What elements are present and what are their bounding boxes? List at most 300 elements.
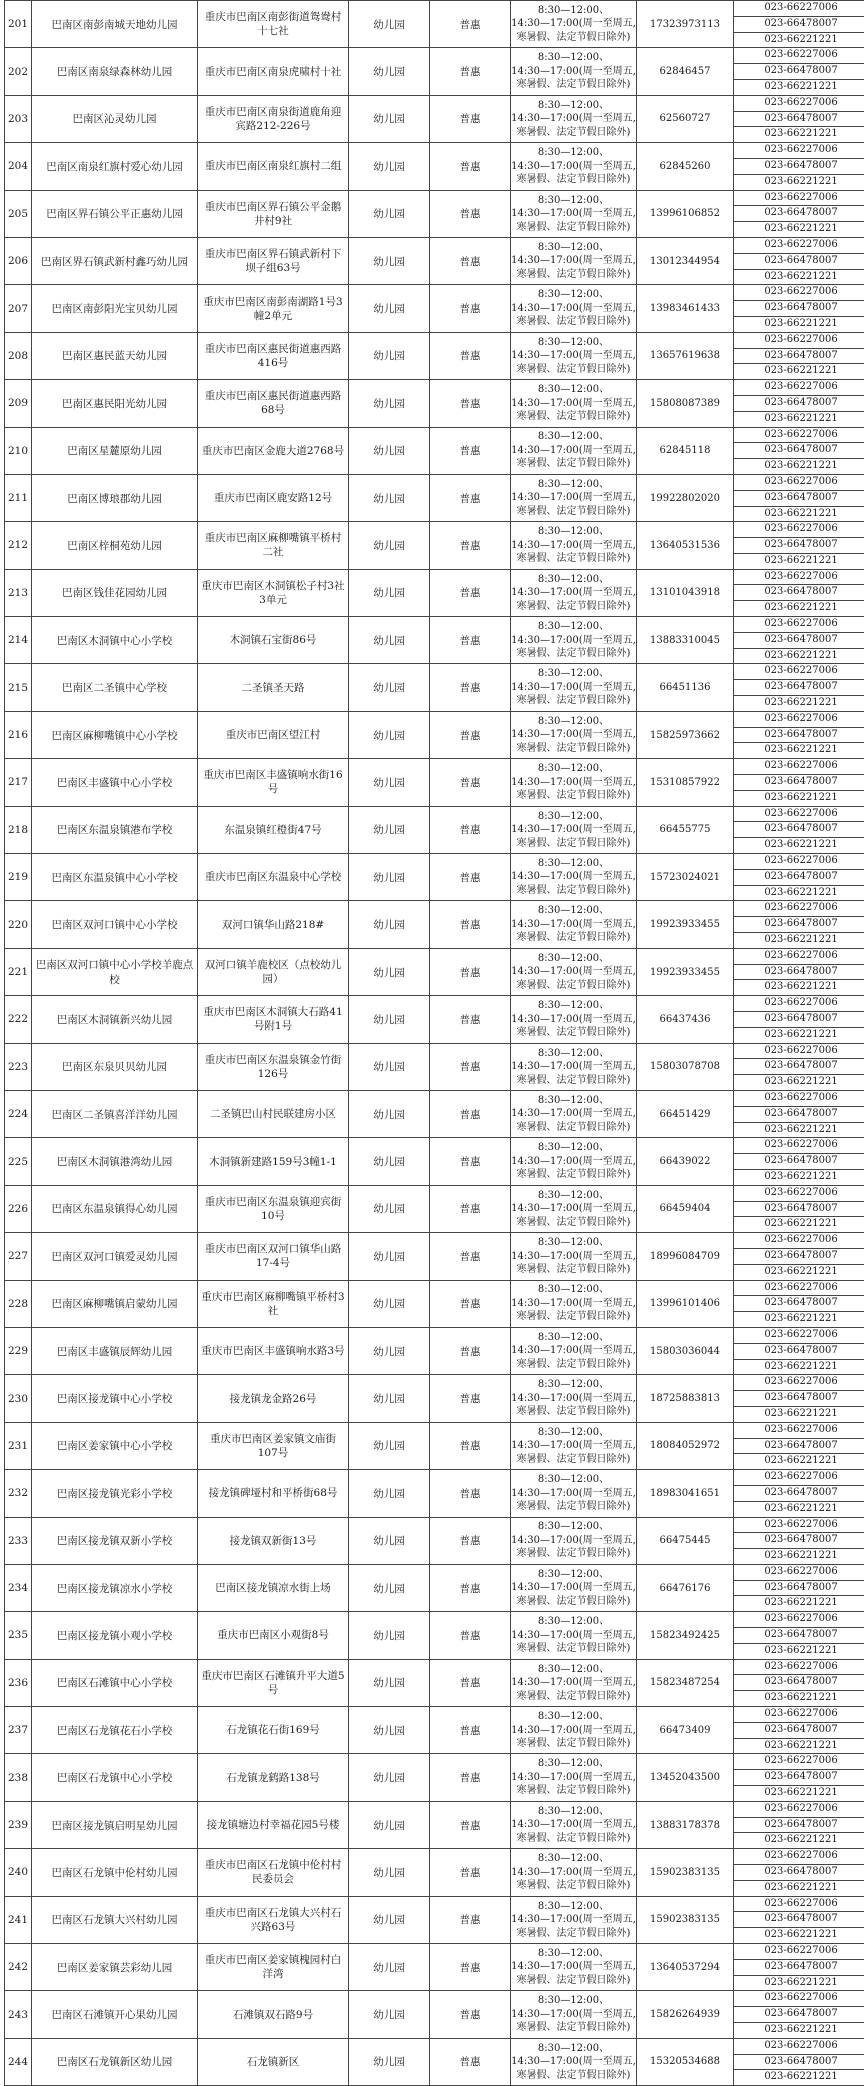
service-hours-line: 14:30—17:00(周一至周五, — [511, 681, 636, 695]
address-text: 重庆市巴南区东温泉中心学校 — [198, 870, 348, 884]
table-row — [5, 569, 864, 616]
kindergarten-name: 巴南区惠民蓝天幼儿园 — [32, 332, 198, 379]
kindergarten-name: 巴南区惠民阳光幼儿园 — [32, 380, 198, 427]
service-hours-line: 14:30—17:00(周一至周五, — [511, 1060, 636, 1074]
kindergarten-name: 巴南区接龙镇凉水小学校 — [32, 1564, 198, 1611]
row-number: 228 — [5, 1280, 32, 1327]
service-hours — [511, 1327, 637, 1374]
row-number: 238 — [5, 1754, 32, 1801]
kindergarten-address — [198, 380, 349, 427]
service-hours-line: 8:30—12:00、 — [511, 288, 636, 302]
service-hours-line: 14:30—17:00(周一至周五, — [511, 17, 636, 31]
row-number: 233 — [5, 1517, 32, 1564]
service-hours-line: 14:30—17:00(周一至周五, — [511, 1960, 636, 1974]
institution-nature: 普惠 — [430, 948, 511, 995]
supervision-phone: 023-66221221 — [734, 270, 864, 285]
address-text: 接龙镇碑垭村和平桥街68号 — [198, 1486, 348, 1500]
supervision-phone: 023-66227006 — [734, 807, 864, 823]
table-row — [5, 1138, 864, 1185]
supervision-phone: 023-66221221 — [734, 507, 864, 522]
institution-type: 幼儿园 — [349, 1043, 430, 1090]
supervision-phones — [734, 617, 864, 664]
service-hours-line: 14:30—17:00(周一至周五, — [511, 1155, 636, 1169]
supervision-phones — [734, 1138, 864, 1185]
service-hours-line: 8:30—12:00、 — [511, 383, 636, 397]
institution-type: 幼儿园 — [349, 1422, 430, 1469]
service-hours-line: 8:30—12:00、 — [511, 51, 636, 65]
supervision-phones — [734, 1327, 864, 1374]
supervision-phone: 023-66221221 — [734, 1502, 864, 1517]
service-hours-line: 寒暑假、法定节假日除外) — [511, 1547, 636, 1561]
row-number: 207 — [5, 285, 32, 332]
institution-nature: 普惠 — [430, 759, 511, 806]
kindergarten-name: 巴南区接龙镇光彩小学校 — [32, 1470, 198, 1517]
supervision-phones — [734, 569, 864, 616]
institution-nature: 普惠 — [430, 901, 511, 948]
institution-nature: 普惠 — [430, 806, 511, 853]
service-hours — [511, 285, 637, 332]
supervision-phones — [734, 1422, 864, 1469]
contact-phone: 15825973662 — [637, 711, 734, 758]
kindergarten-address — [198, 664, 349, 711]
institution-type: 幼儿园 — [349, 1991, 430, 2038]
contact-phone: 66475445 — [637, 1517, 734, 1564]
service-hours — [511, 1470, 637, 1517]
address-text: 重庆市巴南区南彭街道鸳鸯村十七社 — [198, 10, 348, 38]
institution-nature: 普惠 — [430, 1043, 511, 1090]
row-number: 209 — [5, 380, 32, 427]
row-number: 222 — [5, 996, 32, 1043]
service-hours-line: 8:30—12:00、 — [511, 478, 636, 492]
supervision-phone: 023-66478007 — [734, 1107, 864, 1123]
kindergarten-name: 巴南区双河口镇爱灵幼儿园 — [32, 1233, 198, 1280]
supervision-phone: 023-66478007 — [734, 301, 864, 317]
service-hours-line: 14:30—17:00(周一至周五, — [511, 634, 636, 648]
kindergarten-address — [198, 427, 349, 474]
kindergarten-registry-table — [4, 0, 860, 2086]
service-hours-line: 寒暑假、法定节假日除外) — [511, 1642, 636, 1656]
kindergarten-address — [198, 1896, 349, 1943]
kindergarten-name: 巴南区南泉红旗村爱心幼儿园 — [32, 143, 198, 190]
supervision-phone: 023-66227006 — [734, 1897, 864, 1913]
row-number: 223 — [5, 1043, 32, 1090]
institution-type: 幼儿园 — [349, 806, 430, 853]
table-row — [5, 427, 864, 474]
supervision-phones — [734, 380, 864, 427]
kindergarten-name: 巴南区麻柳嘴镇启蒙幼儿园 — [32, 1280, 198, 1327]
supervision-phone: 023-66221221 — [734, 222, 864, 237]
service-hours — [511, 474, 637, 521]
contact-phone: 66439022 — [637, 1138, 734, 1185]
table-row — [5, 143, 864, 190]
service-hours — [511, 427, 637, 474]
service-hours-line: 14:30—17:00(周一至周五, — [511, 1534, 636, 1548]
service-hours — [511, 1754, 637, 1801]
service-hours-line: 8:30—12:00、 — [511, 1568, 636, 1582]
supervision-phone: 023-66221221 — [734, 886, 864, 901]
service-hours-line: 14:30—17:00(周一至周五, — [511, 1202, 636, 1216]
contact-phone: 62560727 — [637, 95, 734, 142]
service-hours-line: 8:30—12:00、 — [511, 667, 636, 681]
kindergarten-address — [198, 1043, 349, 1090]
table-row — [5, 2038, 864, 2085]
table-row — [5, 901, 864, 948]
supervision-phone: 023-66221221 — [734, 1265, 864, 1280]
address-text: 木洞镇石宝街86号 — [198, 633, 348, 647]
service-hours-line: 8:30—12:00、 — [511, 241, 636, 255]
institution-nature: 普惠 — [430, 332, 511, 379]
institution-type: 幼儿园 — [349, 617, 430, 664]
supervision-phone: 023-66478007 — [734, 1012, 864, 1028]
address-text: 双河口镇华山路218# — [198, 918, 348, 932]
supervision-phones — [734, 48, 864, 95]
service-hours — [511, 806, 637, 853]
row-number: 225 — [5, 1138, 32, 1185]
contact-phone: 18084052972 — [637, 1422, 734, 1469]
address-text: 巴南区接龙镇凉水街上场 — [198, 1581, 348, 1595]
service-hours — [511, 95, 637, 142]
institution-nature: 普惠 — [430, 854, 511, 901]
address-text: 接龙镇双新街13号 — [198, 1534, 348, 1548]
service-hours-line: 寒暑假、法定节假日除外) — [511, 221, 636, 235]
service-hours — [511, 1138, 637, 1185]
service-hours-line: 14:30—17:00(周一至周五, — [511, 65, 636, 79]
supervision-phone: 023-66221221 — [734, 364, 864, 379]
kindergarten-address — [198, 1612, 349, 1659]
supervision-phone: 023-66221221 — [734, 649, 864, 664]
address-text: 二圣镇巴山村民联建房小区 — [198, 1107, 348, 1121]
table-row — [5, 664, 864, 711]
table-row — [5, 332, 864, 379]
supervision-phone: 023-66227006 — [734, 1944, 864, 1960]
supervision-phone: 023-66221221 — [734, 1217, 864, 1232]
kindergarten-name: 巴南区钱佳花园幼儿园 — [32, 569, 198, 616]
row-number: 235 — [5, 1612, 32, 1659]
service-hours-line: 8:30—12:00、 — [511, 1757, 636, 1771]
supervision-phone: 023-66221221 — [734, 317, 864, 332]
institution-nature: 普惠 — [430, 48, 511, 95]
supervision-phone: 023-66227006 — [734, 949, 864, 965]
supervision-phone: 023-66227006 — [734, 1991, 864, 2007]
supervision-phones — [734, 332, 864, 379]
service-hours-line: 8:30—12:00、 — [511, 1047, 636, 1061]
service-hours — [511, 1612, 637, 1659]
institution-type: 幼儿园 — [349, 1233, 430, 1280]
service-hours-line: 寒暑假、法定节假日除外) — [511, 931, 636, 945]
supervision-phone: 023-66227006 — [734, 1470, 864, 1486]
table-row — [5, 1564, 864, 1611]
service-hours-line: 寒暑假、法定节假日除外) — [511, 1453, 636, 1467]
supervision-phones — [734, 190, 864, 237]
supervision-phone: 023-66221221 — [734, 554, 864, 569]
institution-type: 幼儿园 — [349, 1185, 430, 1232]
service-hours — [511, 1043, 637, 1090]
supervision-phones — [734, 1517, 864, 1564]
kindergarten-name: 巴南区东温泉镇港布学校 — [32, 806, 198, 853]
institution-type: 幼儿园 — [349, 2038, 430, 2085]
supervision-phone: 023-66478007 — [734, 1486, 864, 1502]
institution-type: 幼儿园 — [349, 1707, 430, 1754]
supervision-phone: 023-66227006 — [734, 48, 864, 64]
kindergarten-name: 巴南区石滩镇开心果幼儿园 — [32, 1991, 198, 2038]
address-text: 石龙镇龙鹤路138号 — [198, 1771, 348, 1785]
institution-type: 幼儿园 — [349, 1138, 430, 1185]
supervision-phone: 023-66478007 — [734, 633, 864, 649]
service-hours-line: 寒暑假、法定节假日除外) — [511, 2069, 636, 2083]
supervision-phones — [734, 1, 864, 48]
table-row — [5, 854, 864, 901]
supervision-phones — [734, 1043, 864, 1090]
supervision-phones — [734, 427, 864, 474]
supervision-phone: 023-66227006 — [734, 1754, 864, 1770]
address-text: 重庆市巴南区石滩镇升平大道5号 — [198, 1669, 348, 1697]
service-hours-line: 14:30—17:00(周一至周五, — [511, 1866, 636, 1880]
supervision-phone: 023-66478007 — [734, 1818, 864, 1834]
service-hours-line: 8:30—12:00、 — [511, 1094, 636, 1108]
contact-phone: 13012344954 — [637, 237, 734, 284]
service-hours — [511, 1422, 637, 1469]
supervision-phone: 023-66221221 — [734, 1028, 864, 1043]
institution-type: 幼儿园 — [349, 1849, 430, 1896]
table-row — [5, 1944, 864, 1991]
service-hours-line: 14:30—17:00(周一至周五, — [511, 1771, 636, 1785]
institution-type: 幼儿园 — [349, 143, 430, 190]
supervision-phone: 023-66221221 — [734, 1976, 864, 1991]
kindergarten-address — [198, 48, 349, 95]
contact-phone: 13996101406 — [637, 1280, 734, 1327]
kindergarten-name: 巴南区木洞镇中心小学校 — [32, 617, 198, 664]
address-text: 接龙镇龙金路26号 — [198, 1392, 348, 1406]
contact-phone: 19923933455 — [637, 901, 734, 948]
address-text: 重庆市巴南区石龙镇大兴村石兴路63号 — [198, 1906, 348, 1934]
institution-nature: 普惠 — [430, 1327, 511, 1374]
service-hours-line: 寒暑假、法定节假日除外) — [511, 1500, 636, 1514]
supervision-phone: 023-66221221 — [734, 459, 864, 474]
row-number: 208 — [5, 332, 32, 379]
kindergarten-address — [198, 711, 349, 758]
supervision-phone: 023-66478007 — [734, 1296, 864, 1312]
supervision-phone: 023-66221221 — [734, 601, 864, 616]
service-hours — [511, 2038, 637, 2085]
supervision-phone: 023-66478007 — [734, 159, 864, 175]
kindergarten-address — [198, 1470, 349, 1517]
supervision-phone: 023-66227006 — [734, 1707, 864, 1723]
table-row — [5, 759, 864, 806]
service-hours-line: 寒暑假、法定节假日除外) — [511, 1121, 636, 1135]
supervision-phone: 023-66478007 — [734, 538, 864, 554]
kindergarten-address — [198, 1422, 349, 1469]
service-hours-line: 8:30—12:00、 — [511, 857, 636, 871]
supervision-phone: 023-66221221 — [734, 1407, 864, 1422]
supervision-phone: 023-66478007 — [734, 1912, 864, 1928]
supervision-phone: 023-66221221 — [734, 743, 864, 758]
service-hours-line: 8:30—12:00、 — [511, 1805, 636, 1819]
institution-type: 幼儿园 — [349, 1659, 430, 1706]
row-number: 214 — [5, 617, 32, 664]
table-row — [5, 522, 864, 569]
institution-type: 幼儿园 — [349, 427, 430, 474]
kindergarten-address — [198, 617, 349, 664]
supervision-phone: 023-66478007 — [734, 254, 864, 270]
service-hours-line: 8:30—12:00、 — [511, 1663, 636, 1677]
contact-phone: 15723024021 — [637, 854, 734, 901]
table-row — [5, 1659, 864, 1706]
supervision-phone: 023-66478007 — [734, 1533, 864, 1549]
institution-nature: 普惠 — [430, 711, 511, 758]
contact-phone: 19923933455 — [637, 948, 734, 995]
service-hours-line: 寒暑假、法定节假日除外) — [511, 1263, 636, 1277]
service-hours-line: 8:30—12:00、 — [511, 1947, 636, 1961]
contact-phone: 17323973113 — [637, 1, 734, 48]
supervision-phone: 023-66478007 — [734, 1154, 864, 1170]
row-number: 230 — [5, 1375, 32, 1422]
service-hours-line: 寒暑假、法定节假日除外) — [511, 1832, 636, 1846]
supervision-phone: 023-66221221 — [734, 1928, 864, 1943]
address-text: 重庆市巴南区姜家镇文庙街107号 — [198, 1432, 348, 1460]
kindergarten-address — [198, 569, 349, 616]
service-hours — [511, 1517, 637, 1564]
row-number: 242 — [5, 1944, 32, 1991]
kindergarten-name: 巴南区姜家镇芸彩幼儿园 — [32, 1944, 198, 1991]
service-hours — [511, 1944, 637, 1991]
kindergarten-name: 巴南区星麓原幼儿园 — [32, 427, 198, 474]
address-text: 重庆市巴南区南泉街道鹿角迎宾路212-226号 — [198, 105, 348, 133]
service-hours-line: 8:30—12:00、 — [511, 525, 636, 539]
kindergarten-name: 巴南区丰盛镇中心小学校 — [32, 759, 198, 806]
institution-type: 幼儿园 — [349, 522, 430, 569]
supervision-phone: 023-66478007 — [734, 1675, 864, 1691]
table-row — [5, 1043, 864, 1090]
institution-nature: 普惠 — [430, 143, 511, 190]
address-text: 重庆市巴南区小观街8号 — [198, 1628, 348, 1642]
address-text: 重庆市巴南区木洞镇大石路41号附1号 — [198, 1005, 348, 1033]
service-hours-line: 14:30—17:00(周一至周五, — [511, 539, 636, 553]
service-hours — [511, 854, 637, 901]
kindergarten-address — [198, 1, 349, 48]
service-hours-line: 14:30—17:00(周一至周五, — [511, 1250, 636, 1264]
row-number: 202 — [5, 48, 32, 95]
service-hours-line: 14:30—17:00(周一至周五, — [511, 1913, 636, 1927]
supervision-phone: 023-66227006 — [734, 1, 864, 17]
address-text: 木洞镇新建路159号3幢1-1 — [198, 1155, 348, 1169]
table-row — [5, 95, 864, 142]
institution-nature: 普惠 — [430, 522, 511, 569]
row-number: 234 — [5, 1564, 32, 1611]
supervision-phones — [734, 1233, 864, 1280]
address-text: 重庆市巴南区望江村 — [198, 728, 348, 742]
supervision-phone: 023-66227006 — [734, 1802, 864, 1818]
service-hours-line: 8:30—12:00、 — [511, 1994, 636, 2008]
contact-phone: 13996106852 — [637, 190, 734, 237]
institution-nature: 普惠 — [430, 2038, 511, 2085]
kindergarten-address — [198, 806, 349, 853]
service-hours-line: 14:30—17:00(周一至周五, — [511, 302, 636, 316]
row-number: 243 — [5, 1991, 32, 2038]
service-hours-line: 14:30—17:00(周一至周五, — [511, 1581, 636, 1595]
service-hours — [511, 759, 637, 806]
supervision-phone: 023-66478007 — [734, 2055, 864, 2071]
service-hours-line: 寒暑假、法定节假日除外) — [511, 837, 636, 851]
contact-phone: 13640537294 — [637, 1944, 734, 1991]
address-text: 重庆市巴南区木洞镇松子村3社3单元 — [198, 579, 348, 607]
service-hours-line: 14:30—17:00(周一至周五, — [511, 1392, 636, 1406]
supervision-phones — [734, 522, 864, 569]
supervision-phone: 023-66221221 — [734, 1786, 864, 1801]
contact-phone: 13983461433 — [637, 285, 734, 332]
supervision-phone: 023-66227006 — [734, 1518, 864, 1534]
institution-type: 幼儿园 — [349, 1280, 430, 1327]
service-hours — [511, 1849, 637, 1896]
service-hours-line: 14:30—17:00(周一至周五, — [511, 1013, 636, 1027]
service-hours-line: 14:30—17:00(周一至周五, — [511, 444, 636, 458]
service-hours-line: 14:30—17:00(周一至周五, — [511, 491, 636, 505]
contact-phone: 15826264939 — [637, 1991, 734, 2038]
service-hours-line: 8:30—12:00、 — [511, 904, 636, 918]
supervision-phones — [734, 759, 864, 806]
kindergarten-name: 巴南区石滩镇中心小学校 — [32, 1659, 198, 1706]
address-text: 重庆市巴南区南泉红旗村二组 — [198, 159, 348, 173]
institution-type: 幼儿园 — [349, 901, 430, 948]
table-row — [5, 1801, 864, 1848]
institution-nature: 普惠 — [430, 1090, 511, 1137]
supervision-phones — [734, 1090, 864, 1137]
contact-phone: 15808087389 — [637, 380, 734, 427]
supervision-phone: 023-66221221 — [734, 838, 864, 853]
service-hours-line: 8:30—12:00、 — [511, 1710, 636, 1724]
table-row — [5, 948, 864, 995]
service-hours — [511, 48, 637, 95]
service-hours-line: 寒暑假、法定节假日除外) — [511, 1974, 636, 1988]
contact-phone: 18725883813 — [637, 1375, 734, 1422]
kindergarten-address — [198, 1991, 349, 2038]
supervision-phone: 023-66221221 — [734, 127, 864, 142]
kindergarten-name: 巴南区东温泉镇得心幼儿园 — [32, 1185, 198, 1232]
supervision-phone: 023-66221221 — [734, 1454, 864, 1469]
institution-type: 幼儿园 — [349, 474, 430, 521]
supervision-phone: 023-66227006 — [734, 1660, 864, 1676]
contact-phone: 62845260 — [637, 143, 734, 190]
contact-phone: 15803078708 — [637, 1043, 734, 1090]
table-row — [5, 1896, 864, 1943]
supervision-phones — [734, 143, 864, 190]
service-hours-line: 寒暑假、法定节假日除外) — [511, 1784, 636, 1798]
supervision-phone: 023-66221221 — [734, 791, 864, 806]
supervision-phone: 023-66227006 — [734, 333, 864, 349]
service-hours-line: 寒暑假、法定节假日除外) — [511, 1737, 636, 1751]
supervision-phone: 023-66227006 — [734, 570, 864, 586]
institution-type: 幼儿园 — [349, 1801, 430, 1848]
row-number: 227 — [5, 1233, 32, 1280]
supervision-phones — [734, 806, 864, 853]
supervision-phone: 023-66478007 — [734, 1628, 864, 1644]
service-hours-line: 14:30—17:00(周一至周五, — [511, 870, 636, 884]
contact-phone: 18996084709 — [637, 1233, 734, 1280]
kindergarten-address — [198, 1138, 349, 1185]
table-row — [5, 285, 864, 332]
supervision-phone: 023-66227006 — [734, 380, 864, 396]
row-number: 220 — [5, 901, 32, 948]
row-number: 205 — [5, 190, 32, 237]
row-number: 218 — [5, 806, 32, 853]
table-row — [5, 1327, 864, 1374]
institution-nature: 普惠 — [430, 1564, 511, 1611]
row-number: 241 — [5, 1896, 32, 1943]
institution-nature: 普惠 — [430, 1280, 511, 1327]
supervision-phone: 023-66227006 — [734, 1375, 864, 1391]
service-hours — [511, 143, 637, 190]
address-text: 石龙镇新区 — [198, 2055, 348, 2069]
supervision-phone: 023-66221221 — [734, 2070, 864, 2085]
